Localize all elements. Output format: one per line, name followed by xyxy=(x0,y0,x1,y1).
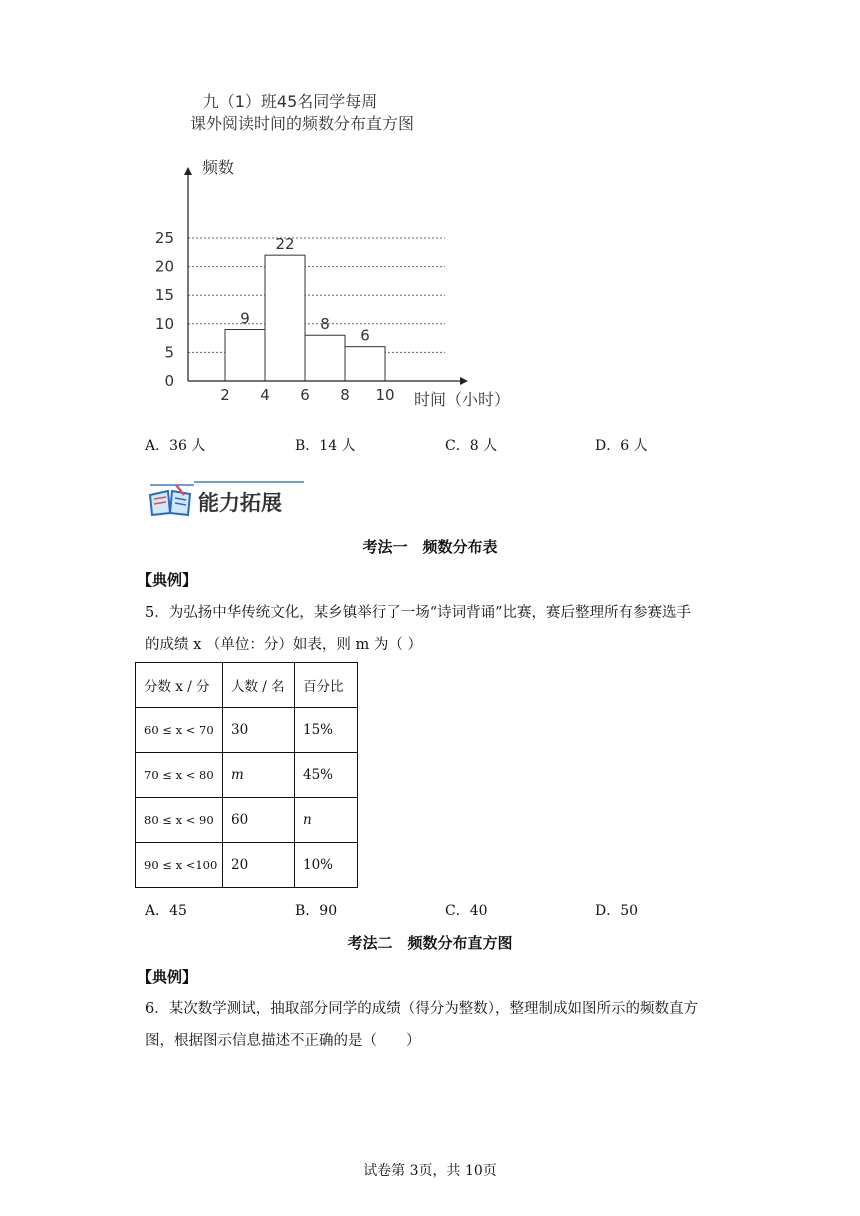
y-axis-label: 频数 xyxy=(202,158,235,177)
table-cell: m xyxy=(223,753,295,798)
x-tick-label: 6 xyxy=(300,386,310,404)
option-d[interactable]: D．50 xyxy=(595,903,639,919)
option-b[interactable]: B．14 人 xyxy=(295,438,356,454)
section-badge xyxy=(146,478,296,520)
bar-data-label: 8 xyxy=(320,315,330,334)
table-header: 人数 / 名 xyxy=(223,663,295,708)
question-5-line-2: 的成绩 x （单位：分）如表，则 m 为（ ） xyxy=(145,637,422,653)
badge-underline xyxy=(194,480,304,486)
y-tick-label: 25 xyxy=(154,229,174,247)
table-cell: 60 xyxy=(223,798,295,843)
histogram-bar xyxy=(305,335,345,381)
histogram-svg xyxy=(150,85,550,415)
table-row xyxy=(136,753,358,798)
bar-data-label: 6 xyxy=(360,326,370,345)
table-header-row xyxy=(136,663,358,708)
y-tick-label: 0 xyxy=(164,372,174,390)
x-tick-label: 8 xyxy=(340,386,350,404)
table-header: 百分比 xyxy=(295,663,358,708)
table-cell: n xyxy=(295,798,358,843)
page-footer: 试卷第 3页，共 10页 xyxy=(363,1163,497,1179)
histogram-bar xyxy=(225,330,265,381)
q4-options xyxy=(0,435,860,455)
option-d[interactable]: D．6 人 xyxy=(595,438,648,454)
frequency-table xyxy=(135,662,358,888)
x-axis-arrow xyxy=(460,377,468,385)
table-cell: 30 xyxy=(223,708,295,753)
y-tick-label: 20 xyxy=(154,257,174,276)
table-cell: 20 xyxy=(223,843,295,888)
table-row xyxy=(136,798,358,843)
question-6-line-1: 6．某次数学测试，抽取部分同学的成绩（得分为整数），整理制成如图所示的频数直方 xyxy=(145,1001,698,1017)
table-cell: 90 ≤ x <100 xyxy=(136,843,223,888)
table-cell: 45% xyxy=(295,753,358,798)
y-tick-label: 10 xyxy=(154,314,174,333)
book-icon xyxy=(146,481,194,519)
table-row xyxy=(136,708,358,753)
y-axis-arrow xyxy=(184,167,192,175)
y-tick-label: 5 xyxy=(164,343,174,362)
table-cell: 10% xyxy=(295,843,358,888)
method1-heading: 考法一 频数分布表 xyxy=(362,538,498,556)
histogram-bar xyxy=(265,255,305,381)
histogram-bar xyxy=(345,347,385,381)
question-6-text xyxy=(145,993,725,1057)
question-6-line-2: 图，根据图示信息描述不正确的是（ ） xyxy=(145,1033,421,1049)
option-c[interactable]: C．40 xyxy=(445,903,488,919)
x-axis-label: 时间（小时） xyxy=(414,390,511,409)
option-b[interactable]: B．90 xyxy=(295,903,338,919)
bar-data-label: 9 xyxy=(240,309,250,328)
question-5-line-1: 5．为弘扬中华传统文化，某乡镇举行了一场“诗词背诵”比赛，赛后整理所有参赛选手 xyxy=(145,605,692,621)
table-row xyxy=(136,843,358,888)
option-a[interactable]: A．36 人 xyxy=(145,438,206,454)
chart-title-line-2: 课外阅读时间的频数分布直方图 xyxy=(189,114,415,133)
x-tick-label: 2 xyxy=(220,386,230,404)
histogram-chart xyxy=(150,85,550,415)
option-c[interactable]: C．8 人 xyxy=(445,438,498,454)
method1-example-tag: 【典例】 xyxy=(137,571,198,589)
x-tick-label: 4 xyxy=(260,386,270,404)
chart-title-line-1: 九（1）班45名同学每周 xyxy=(202,92,378,111)
method2-example-tag: 【典例】 xyxy=(137,968,198,986)
q5-options xyxy=(0,900,860,920)
bar-data-label: 22 xyxy=(275,235,295,254)
table-cell: 80 ≤ x < 90 xyxy=(136,798,223,843)
y-tick-label: 15 xyxy=(154,286,174,305)
x-tick-label: 10 xyxy=(375,386,395,404)
table-cell: 15% xyxy=(295,708,358,753)
table-header: 分数 x / 分 xyxy=(136,663,223,708)
option-a[interactable]: A．45 xyxy=(145,903,187,919)
section-badge-label: 能力拓展 xyxy=(198,491,282,515)
question-5-text xyxy=(145,597,725,661)
table-cell: 70 ≤ x < 80 xyxy=(136,753,223,798)
method2-heading: 考法二 频数分布直方图 xyxy=(347,934,513,952)
table-cell: 60 ≤ x < 70 xyxy=(136,708,223,753)
